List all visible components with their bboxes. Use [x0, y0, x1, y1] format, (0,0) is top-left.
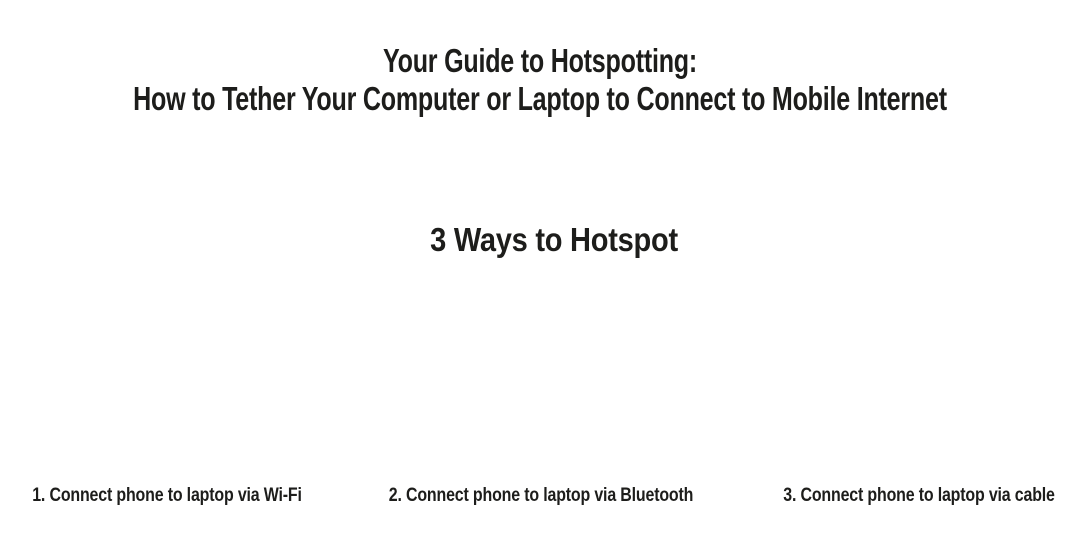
method-caption-bluetooth: 2. Connect phone to laptop via Bluetooth — [388, 485, 694, 506]
page-title-line-1: Your Guide to Hotspotting: — [382, 42, 698, 79]
page-title-line-2: How to Tether Your Computer or Laptop to Connect to Mobile Internet — [133, 80, 947, 117]
method-caption-wifi: 1. Connect phone to laptop via Wi-Fi — [32, 485, 302, 506]
method-caption-cable: 3. Connect phone to laptop via cable — [783, 485, 1055, 506]
section-heading: 3 Ways to Hotspot — [430, 221, 678, 258]
